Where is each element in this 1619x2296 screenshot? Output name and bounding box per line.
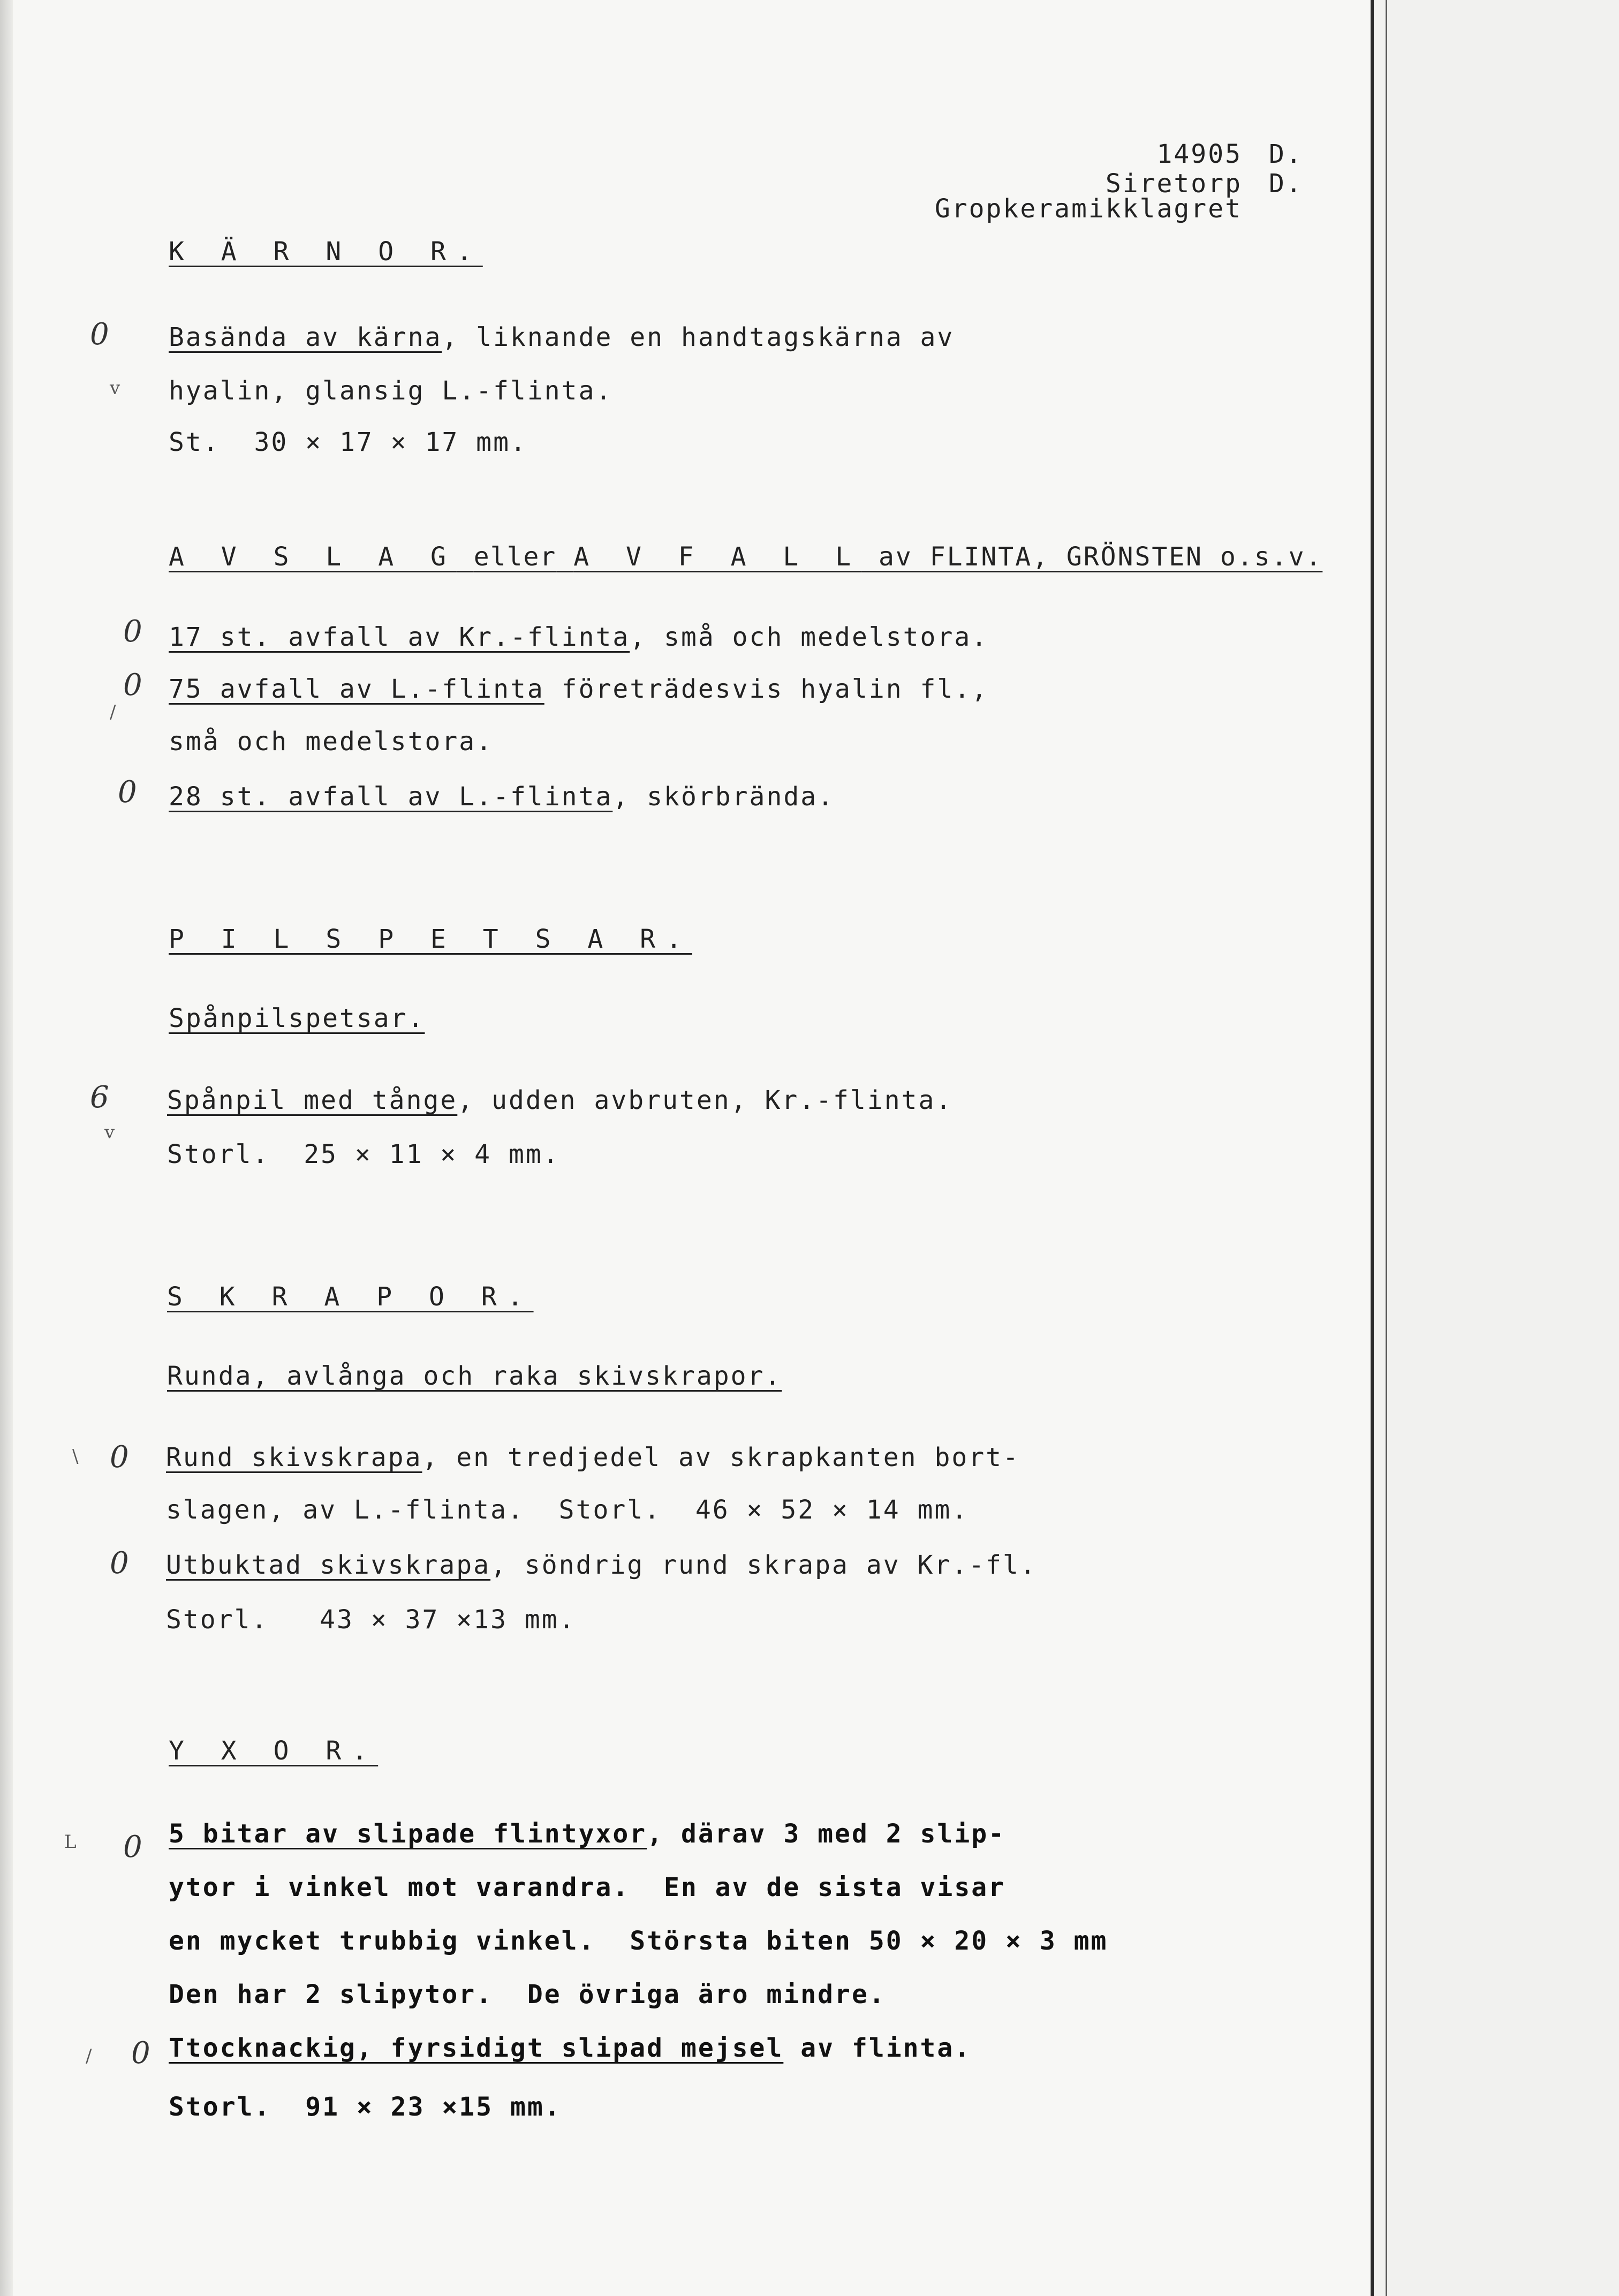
entry-rest: , därav 3 med 2 slip-: [647, 1819, 1006, 1849]
entry-line: [169, 321, 954, 353]
page-edge-right: [1371, 0, 1619, 2296]
heading-yxor: Y X O R.: [169, 1736, 379, 1766]
subheading-spanpilspetsar: Spånpilspetsar.: [169, 1003, 425, 1033]
entry-rest: , små och medelstora.: [630, 622, 989, 652]
entry-lead: 28 st. avfall av L.-flinta: [169, 782, 613, 812]
catalog-number: 14905: [1156, 139, 1242, 169]
check-tick: /: [110, 701, 116, 723]
heading-avslag: A V S L A G eller A V F A L L av FLINTA, GRÖNSTEN o.s.v.: [169, 542, 1323, 572]
entry-line: [169, 1818, 1005, 1850]
binding-line: [1386, 0, 1387, 2296]
margin-mark: 0: [131, 2036, 150, 2071]
check-tick: v: [110, 377, 120, 399]
page-edge-left: [0, 0, 13, 2296]
entry-rest: , udden avbruten, Kr.-flinta.: [457, 1085, 953, 1115]
entry-line: [166, 1441, 1020, 1474]
entry-rest: , liknande en handtagskärna av: [442, 322, 955, 352]
entry-lead: 75 avfall av L.-flinta: [169, 674, 544, 704]
entry-line: [166, 1549, 1037, 1581]
entry-rest: , skörbrända.: [612, 782, 835, 812]
margin-mark: 0: [123, 668, 142, 703]
check-tick: v: [104, 1122, 115, 1143]
heading-pilspetsar: P I L S P E T S A R.: [169, 924, 692, 954]
check-tick: \: [72, 1446, 79, 1467]
entry-lead: Ttocknackig, fyrsidigt slipad mejsel: [169, 2033, 784, 2063]
entry-lead: Basända av kärna: [169, 322, 442, 352]
site-name: Siretorp: [1105, 169, 1242, 199]
margin-mark: 0: [123, 1830, 142, 1864]
entry-lead: 5 bitar av slipade flintyxor: [169, 1819, 647, 1849]
margin-mark: 0: [110, 1546, 129, 1581]
entry-line: [169, 2032, 971, 2064]
entry-line: en mycket trubbig vinkel. Största biten 50 × 20 × 3 mm: [169, 1926, 1108, 1956]
entry-line: små och medelstora.: [169, 727, 494, 757]
entry-line: Storl. 25 × 11 × 4 mm.: [167, 1139, 560, 1169]
entry-lead: Spånpil med tånge: [167, 1085, 458, 1115]
entry-line: [169, 781, 835, 813]
entry-line: [167, 1084, 952, 1116]
margin-mark: 0: [118, 775, 137, 810]
heading-skrapor: S K R A P O R.: [167, 1282, 534, 1312]
entry-line: [169, 673, 988, 705]
entry-rest: , en tredjedel av skrapkanten bort-: [422, 1442, 1020, 1472]
entry-line: Storl. 91 × 23 ×15 mm.: [169, 2092, 562, 2122]
entry-line: Storl. 43 × 37 ×13 mm.: [166, 1605, 576, 1635]
catalog-suffix: D.: [1269, 139, 1303, 169]
entry-line: ytor i vinkel mot varandra. En av de sista visar: [169, 1872, 1006, 1902]
entry-line: St. 30 × 17 × 17 mm.: [169, 427, 527, 457]
entry-lead: 17 st. avfall av Kr.-flinta: [169, 622, 630, 652]
entry-rest: av flinta.: [783, 2033, 972, 2063]
margin-mark: 0: [90, 317, 109, 352]
entry-rest: företrädesvis hyalin fl.,: [544, 674, 989, 704]
check-tick: /: [86, 2045, 92, 2067]
check-tick: L: [64, 1831, 77, 1853]
entry-line: [169, 621, 988, 653]
entry-line: hyalin, glansig L.-flinta.: [169, 376, 613, 406]
entry-rest: , söndrig rund skrapa av Kr.-fl.: [490, 1550, 1037, 1580]
margin-mark: 6: [90, 1080, 109, 1115]
entry-lead: Utbuktad skivskrapa: [166, 1550, 491, 1580]
entry-line: Den har 2 slipytor. De övriga äro mindre.: [169, 1980, 886, 2010]
margin-mark: 0: [123, 614, 142, 649]
layer-name: Gropkeramikklagret: [934, 194, 1242, 224]
entry-lead: Rund skivskrapa: [166, 1442, 422, 1472]
site-suffix: D.: [1269, 169, 1303, 199]
margin-mark: 0: [110, 1440, 129, 1475]
subheading-skivskrapor: Runda, avlånga och raka skivskrapor.: [167, 1361, 782, 1391]
entry-line: slagen, av L.-flinta. Storl. 46 × 52 × 14 mm.: [166, 1495, 969, 1525]
heading-karnor: K Ä R N O R.: [169, 237, 483, 267]
